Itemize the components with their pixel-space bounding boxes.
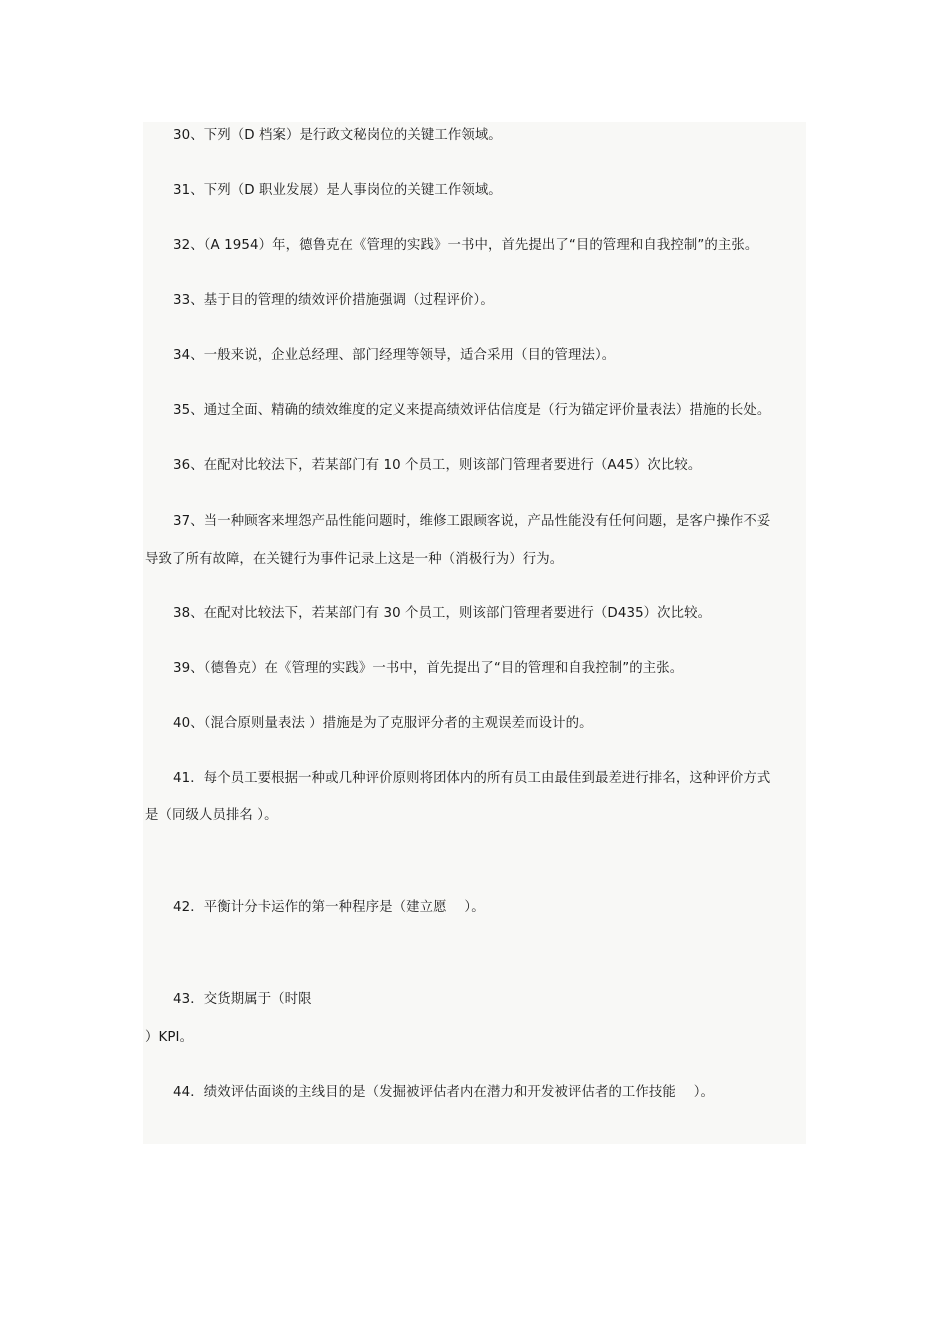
question-30: 30、下列（D 档案）是行政文秘岗位的关键工作领域。 (173, 128, 502, 143)
question-37: 37、当一种顾客来埋怨产品性能问题时，维修工跟顾客说，产品性能没有任何问题，是客户操作不妥 (173, 514, 771, 529)
question-31: 31、下列（D 职业发展）是人事岗位的关键工作领域。 (173, 183, 502, 198)
question-35: 35、通过全面、精确的绩效维度的定义来提高绩效评估信度是（行为锚定评价量表法）措施的长处。 (173, 403, 771, 418)
question-37-continued: 导致了所有故障，在关键行为事件记录上这是一种（消极行为）行为。 (145, 552, 564, 567)
question-44: 44．绩效评估面谈的主线目的是（发掘被评估者内在潜力和开发被评估者的工作技能 ）。 (173, 1085, 715, 1100)
question-34: 34、一般来说，企业总经理、部门经理等领导，适合采用（目的管理法）。 (173, 348, 616, 363)
question-39: 39、（德鲁克）在《管理的实践》一书中，首先提出了“目的管理和自我控制”的主张。 (173, 661, 684, 676)
question-38: 38、在配对比较法下，若某部门有 30 个员工，则该部门管理者要进行（D435）次比较。 (173, 606, 712, 621)
question-33: 33、基于目的管理的绩效评价措施强调（过程评价）。 (173, 293, 494, 308)
question-40: 40、（混合原则量表法 ）措施是为了克服评分者的主观误差而设计的。 (173, 716, 593, 731)
question-42: 42．平衡计分卡运作的第一种程序是（建立愿 ）。 (173, 900, 485, 915)
question-41-continued: 是（同级人员排名 ）。 (145, 808, 278, 823)
question-32: 32、（A 1954）年，德鲁克在《管理的实践》一书中，首先提出了“目的管理和自我控制”的主张。 (173, 238, 759, 253)
question-43: 43．交货期属于（时限 (173, 992, 312, 1007)
question-43-continued: ）KPI。 (145, 1030, 194, 1045)
question-41: 41．每个员工要根据一种或几种评价原则将团体内的所有员工由最佳到最差进行排名，这种评价方式 (173, 771, 771, 786)
question-36: 36、在配对比较法下，若某部门有 10 个员工，则该部门管理者要进行（A45）次比较。 (173, 458, 702, 473)
